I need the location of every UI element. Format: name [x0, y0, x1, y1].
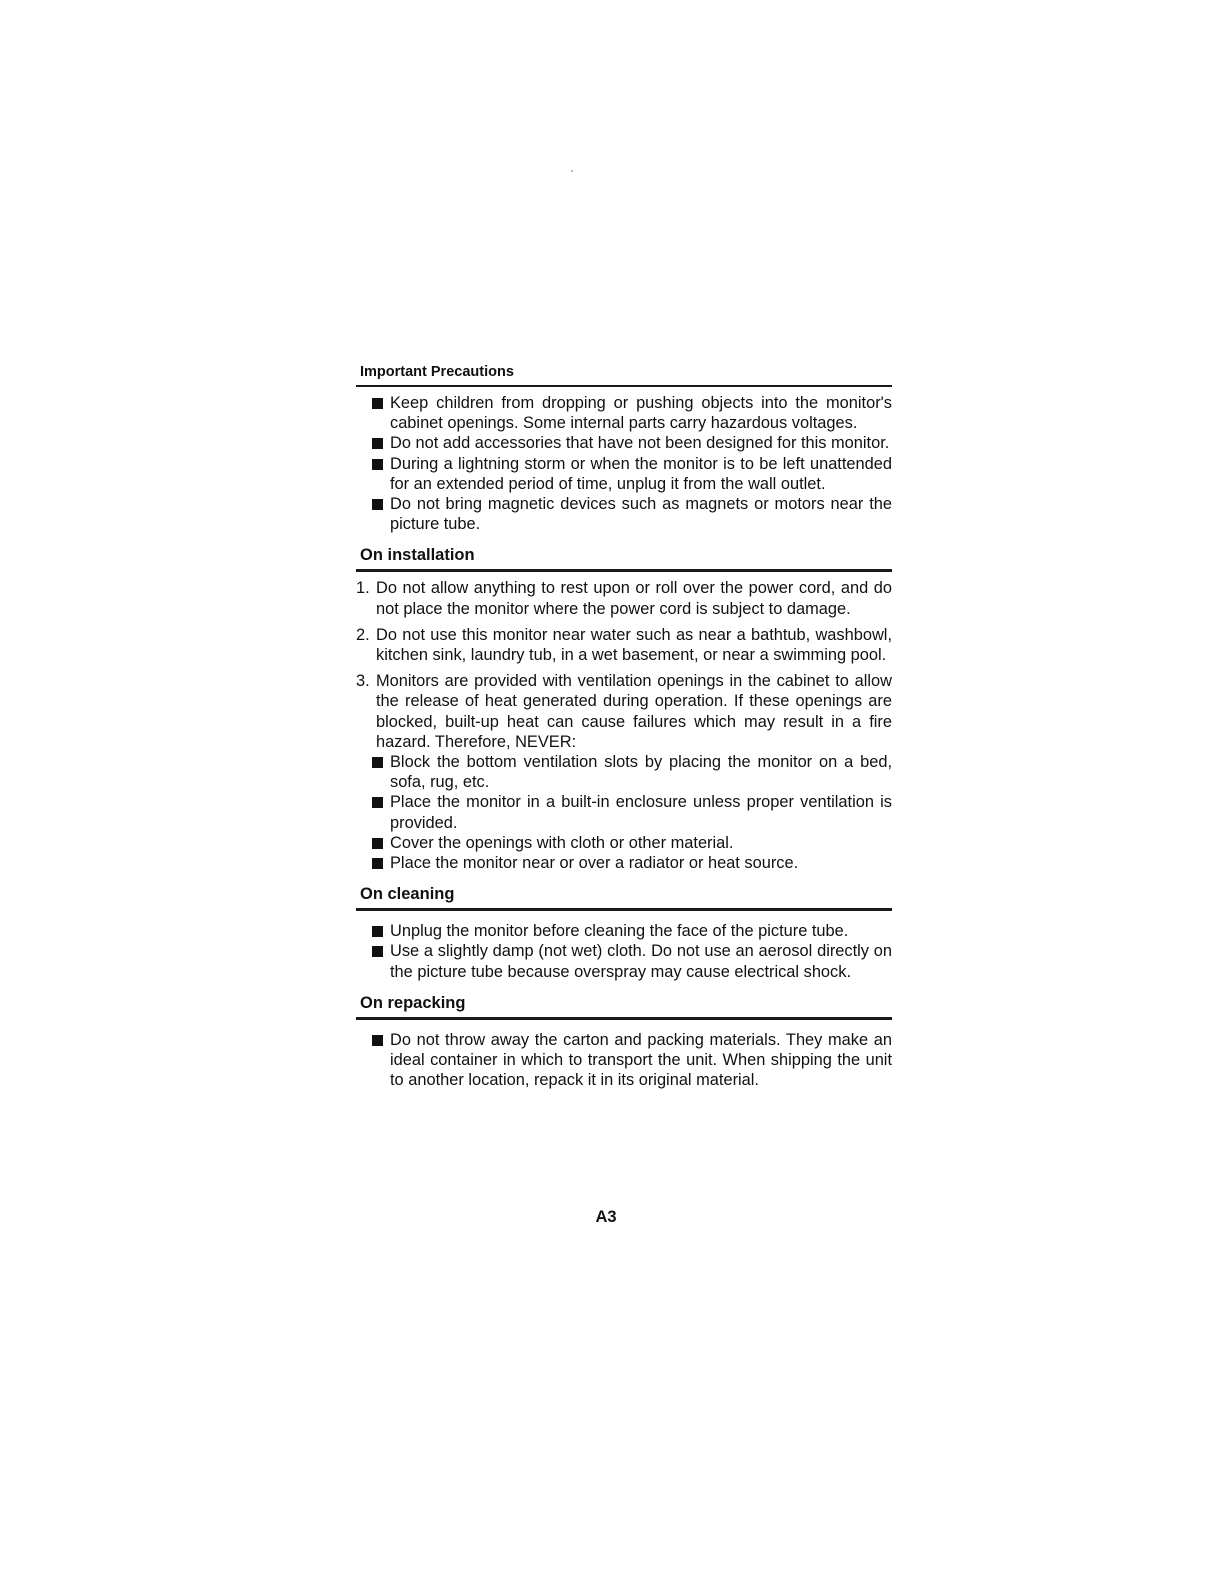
- document-body: [356, 361, 892, 1099]
- item-number: 1.: [356, 579, 370, 598]
- list-item: [356, 833, 892, 853]
- section-rule: [356, 385, 892, 387]
- item-number: 2.: [356, 625, 370, 644]
- scan-speck: [571, 170, 573, 172]
- list-item-text: Cover the openings with cloth or other material.: [390, 833, 734, 852]
- section-cleaning: [356, 882, 892, 982]
- square-bullet-icon: [372, 858, 383, 869]
- list-item: [356, 921, 892, 941]
- page-number: A3: [595, 1208, 617, 1226]
- list-item-text: Block the bottom ventilation slots by placing the monitor on a bed, sofa, rug, etc.: [390, 753, 892, 792]
- list-item: [356, 752, 892, 792]
- numbered-item: [356, 625, 892, 665]
- list-item: [356, 1030, 892, 1091]
- section-title-precautions: Important Precautions: [360, 364, 514, 380]
- list-item-text: Do not add accessories that have not been designed for this monitor.: [390, 434, 890, 453]
- list-item: [356, 454, 892, 494]
- list-item: [356, 853, 892, 873]
- section-installation: [356, 543, 892, 873]
- square-bullet-icon: [372, 797, 383, 808]
- numbered-item: [356, 578, 892, 618]
- square-bullet-icon: [372, 398, 383, 409]
- square-bullet-icon: [372, 1035, 383, 1046]
- section-precautions: [356, 361, 892, 534]
- numbered-item: [356, 671, 892, 752]
- item-number: 3.: [356, 672, 370, 691]
- list-item-text: Place the monitor in a built-in enclosure unless proper ventilation is provided.: [390, 793, 892, 832]
- numbered-item-text: Do not allow anything to rest upon or roll over the power cord, and do not place the monitor where the power cord is subject to damage.: [376, 579, 892, 618]
- list-item-text: Place the monitor near or over a radiator or heat source.: [390, 854, 799, 873]
- section-title-repacking: On repacking: [360, 993, 466, 1012]
- list-item: [356, 393, 892, 433]
- list-item: [356, 941, 892, 981]
- square-bullet-icon: [372, 459, 383, 470]
- square-bullet-icon: [372, 946, 383, 957]
- section-title-cleaning: On cleaning: [360, 885, 455, 904]
- square-bullet-icon: [372, 438, 383, 449]
- section-rule: [356, 908, 892, 911]
- numbered-item-text: Do not use this monitor near water such as near a bathtub, washbowl, kitchen sink, laundry tub, in a wet basement, or near a swimming pool.: [376, 625, 892, 665]
- list-item: [356, 792, 892, 832]
- list-item-text: Unplug the monitor before cleaning the face of the picture tube.: [390, 922, 849, 941]
- section-title-installation: On installation: [360, 546, 475, 565]
- square-bullet-icon: [372, 499, 383, 510]
- section-rule: [356, 569, 892, 572]
- list-item: [356, 494, 892, 534]
- list-item-text: Do not bring magnetic devices such as magnets or motors near the picture tube.: [390, 495, 892, 534]
- list-item: [356, 433, 892, 453]
- list-item-text: Keep children from dropping or pushing objects into the monitor's cabinet openings. Some internal parts carry hazardous voltages.: [390, 394, 892, 433]
- section-repacking: [356, 991, 892, 1091]
- square-bullet-icon: [372, 926, 383, 937]
- list-item-text: During a lightning storm or when the monitor is to be left unattended for an extended period of time, unplug it from the wall outlet.: [390, 454, 892, 493]
- square-bullet-icon: [372, 838, 383, 849]
- square-bullet-icon: [372, 757, 383, 768]
- list-item-text: Do not throw away the carton and packing materials. They make an ideal container in which to transport the unit. When shipping the unit to another location, repack it in its original material.: [390, 1030, 892, 1090]
- list-item-text: Use a slightly damp (not wet) cloth. Do not use an aerosol directly on the picture tube because overspray may cause electrical shock.: [390, 942, 892, 981]
- section-rule: [356, 1017, 892, 1020]
- numbered-item-text: Monitors are provided with ventilation openings in the cabinet to allow the release of heat generated during operation. If these openings are blocked, built-up heat can cause failures which may result in a fire hazard. Therefore, NEVER:: [376, 672, 892, 751]
